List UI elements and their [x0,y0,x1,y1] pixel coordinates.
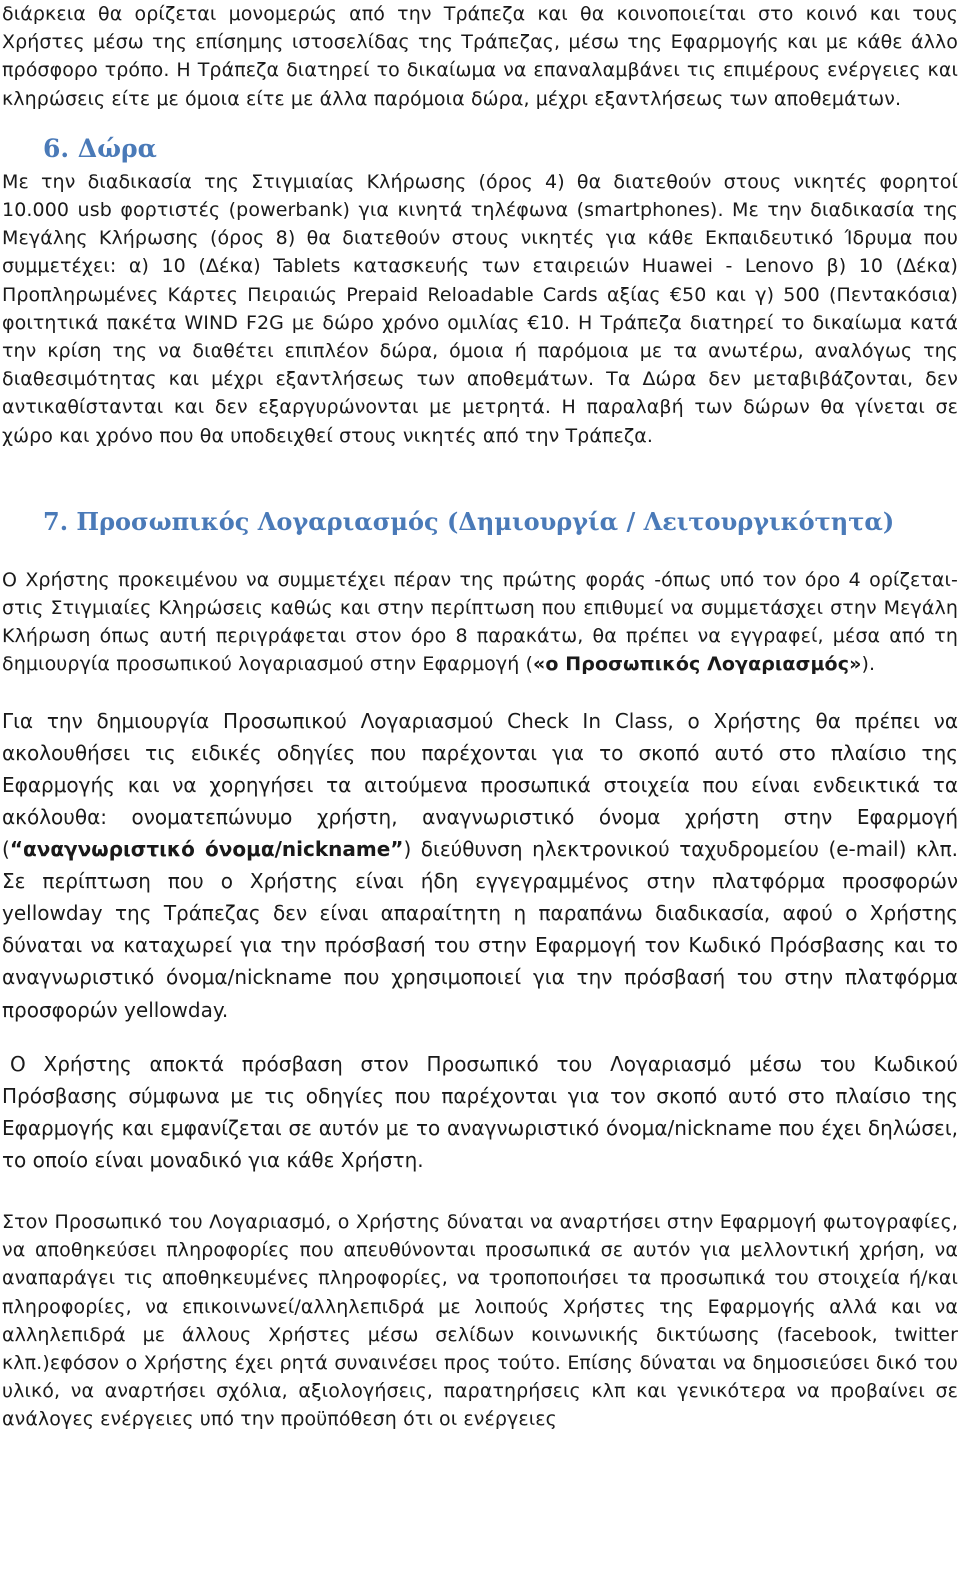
section-6-heading: 6. Δώρα [43,133,157,163]
spacer [2,1176,958,1208]
section-7-heading: 7. Προσωπικός Λογαριασμός (Δημιουργία / Λειτουργικότητα) [43,506,895,536]
spacer [2,1026,958,1048]
intro-paragraph: διάρκεια θα ορίζεται μονομερώς από την Τράπεζα και θα κοινοποιείται στο κοινό και τους Χρήστες μέσω της επίσημης ιστοσελίδας της Τράπεζας, μέσω της Εφαρμογής και με κάθε άλλο πρόσφορο τρόπο. Η Τράπεζα διατηρεί το δικαίωμα να επαναλαμβάνει τις επιμέρους ενέργειες και κληρώσεις είτε με όμοια είτε με άλλα παρόμοια δώρα, μέχρι εξαντλήσεως των αποθεμάτων. [2,3,958,110]
spacer [2,679,958,705]
personal-account-term: «ο Προσωπικός Λογαριασμός» [533,653,862,676]
section-7-paragraph-2 [2,705,958,1026]
section-7-p2-end: ) διεύθυνση ηλεκτρονικού ταχυδρομείου (e-mail) κλπ. Σε περίπτωση που ο Χρήστης είναι ήδη εγγεγραμμένος στην πλατφόρμα προσφορών yellowday της Τράπεζας δεν είναι απαραίτητη η παραπάνω διαδικασία, αφού ο Χρήστης δύναται να καταχωρεί για την πρόσβασή του στην Εφαρμογή τον Κωδικό Πρόσβασης και το αναγνωριστικό όνομα/nickname που χρησιμοποιεί για την πρόσβασή του στην πλατφόρμα προσφορών yellowday. [2,837,958,1022]
section-6-paragraph: Με την διαδικασία της Στιγμιαίας Κλήρωσης (όρος 4) θα διατεθούν στους νικητές φορητοί 10.000 usb φορτιστές (powerbank) για κινητά τηλέφωνα (smartphones). Με την διαδικασία της Μεγάλης Κλήρωσης (όρος 8) θα διατεθούν στους νικητές για κάθε Εκπαιδευτικό Ίδρυμα που συμμετέχει: α) 10 (Δέκα) Tablets κατασκευής των εταιρειών Huawei - Lenovo β) 10 (Δέκα) Προπληρωμένες Κάρτες Πειραιώς Prepaid Reloadable Cards αξίας €50 και γ) 500 (Πεντακόσια) φοιτητικά πακέτα WIND F2G με δώρο χρόνο ομιλίας €10. Η Τράπεζα διατηρεί το δικαίωμα κατά την κρίση της να διαθέτει επιπλέον δώρα, όμοια ή παρόμοια με τα ανωτέρω, αναλόγως της διαθεσιμότητας και μέχρι εξαντλήσεως των αποθεμάτων. Τα Δώρα δεν μεταβιβάζονται, δεν αντικαθίστανται και δεν εξαργυρώνονται με μετρητά. Η παραλαβή των δώρων θα γίνεται σε χώρο και χρόνο που θα υποδειχθεί στους νικητές από την Τράπεζα. [2,170,958,447]
section-7-paragraph-3: Ο Χρήστης αποκτά πρόσβαση στον Προσωπικό του Λογαριασμό μέσω του Κωδικού Πρόσβασης σύμφωνα με τις οδηγίες που παρέχονται για τον σκοπό αυτό στο πλαίσιο της Εφαρμογής και εμφανίζεται σε αυτόν με το αναγνωριστικό όνομα/nickname που έχει δηλώσει, το οποίο είναι μοναδικό για κάθε Χρήστη. [2,1051,958,1172]
section-7-p2-text: Για την δημιουργία Προσωπικού Λογαριασμού Check In Class, ο Χρήστης θα πρέπει να ακολουθήσει τις ειδικές οδηγίες που παρέχονται για το σκοπό αυτό στο πλαίσιο της Εφαρμογής και να χορηγήσει τα αιτούμενα προσωπικά στοιχεία που είναι ενδεικτικά τα ακόλουθα: ονοματεπώνυμο χρήστη, αναγνωριστικό όνομα χρήστη στην Εφαρμογή ( [2,708,958,862]
section-7-paragraph-1 [2,566,958,679]
section-7-paragraph-4: Στον Προσωπικό του Λογαριασμό, ο Χρήστης δύναται να αναρτήσει στην Εφαρμογή φωτογραφίες, να αποθηκεύσει πληροφορίες που απευθύνονται προσωπικά σε αυτόν για μελλοντική χρήση, να αναπαράγει τις αποθηκευμένες πληροφορίες, να τροποποιήσει τα προσωπικά του στοιχεία ή/και πληροφορίες, να επικοινωνεί/αλληλεπιδρά με λοιπούς Χρήστες της Εφαρμογής αλλά και να αλληλεπιδρά με άλλους Χρήστες μέσω σελίδων κοινωνικής δικτύωσης (facebook, twitter κλπ.)εφόσον ο Χρήστης έχει ρητά συναινέσει προς τούτο. Επίσης δύναται να δημοσιεύσει δικό του υλικό, να αναρτήσει σχόλια, αξιολογήσεις, παρατηρήσεις κλπ και γενικότερα να προβαίνει σε ανάλογες ενέργειες υπό την προϋπόθεση ότι οι ενέργειες [2,1210,958,1431]
nickname-term: “αναγνωριστικό όνομα/nickname” [9,837,404,862]
section-7-p1-end: ). [861,653,876,676]
section-7-p1-text: Ο Χρήστης προκειμένου να συμμετέχει πέραν της πρώτης φοράς -όπως υπό τον όρο 4 ορίζεται- στις Στιγμιαίες Κληρώσεις καθώς και στην περίπτωση που επιθυμεί να συμμετάσχει στην Μεγάλη Κλήρωση όπως αυτή περιγράφεται στον όρο 8 παρακάτω, θα πρέπει να εγγραφεί, μέσα από τη δημιουργία προσωπικού λογαριασμού στην Εφαρμογή ( [2,568,958,676]
